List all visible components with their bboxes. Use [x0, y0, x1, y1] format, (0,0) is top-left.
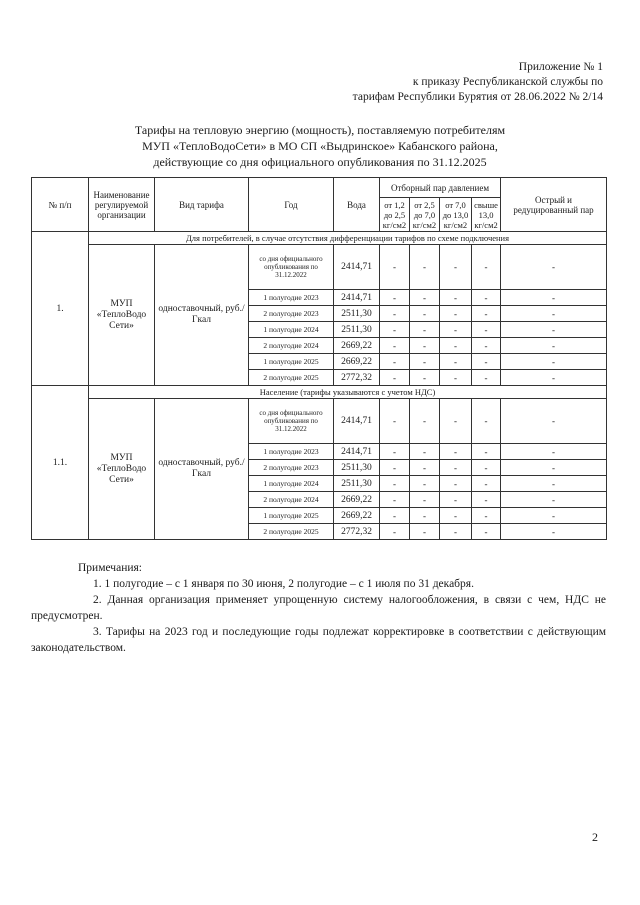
sharp-value: - [501, 492, 607, 508]
p3-value: - [440, 508, 472, 524]
period-cell: 2 полугодие 2025 [249, 370, 334, 386]
appendix-line-2: к приказу Республиканской службы по [412, 76, 603, 88]
water-value: 2511,30 [334, 306, 380, 322]
sharp-value: - [501, 322, 607, 338]
tariff-type: одноставочный, руб./Гкал [155, 245, 249, 386]
water-value: 2772,32 [334, 524, 380, 540]
sharp-value: - [501, 306, 607, 322]
period-cell: 2 полугодие 2023 [249, 306, 334, 322]
p4-value: - [472, 370, 501, 386]
p1-value: - [380, 460, 410, 476]
header-year: Год [249, 178, 334, 232]
table-row [32, 245, 607, 290]
notes-heading: Примечания: [78, 562, 142, 574]
table-row [32, 399, 607, 444]
sharp-value: - [501, 524, 607, 540]
p1-value: - [380, 508, 410, 524]
p4-value: - [472, 492, 501, 508]
note-item: 2. Данная организация применяет упрощенную систему налогообложения, в связи с чем, НДС не предусмотрен. [31, 594, 606, 622]
period-cell: 1 полугодие 2023 [249, 444, 334, 460]
p2-value: - [410, 306, 440, 322]
period-cell: 2 полугодие 2024 [249, 338, 334, 354]
title-line-3: действующие со дня официального опубликования по 31.12.2025 [153, 155, 487, 169]
sharp-value: - [501, 245, 607, 290]
sharp-value: - [501, 354, 607, 370]
sharp-value: - [501, 338, 607, 354]
p4-value: - [472, 399, 501, 444]
p1-value: - [380, 290, 410, 306]
tariff-type: одноставочный, руб./Гкал [155, 399, 249, 540]
water-value: 2414,71 [334, 245, 380, 290]
p3-value: - [440, 460, 472, 476]
sharp-value: - [501, 370, 607, 386]
group-label: Для потребителей, в случае отсутствия дифференциации тарифов по схеме подключения [89, 232, 607, 245]
group-row [32, 232, 607, 245]
p3-value: - [440, 492, 472, 508]
sharp-value: - [501, 460, 607, 476]
row-index: 1. [32, 232, 89, 386]
p2-value: - [410, 460, 440, 476]
period-cell: 1 полугодие 2024 [249, 322, 334, 338]
sharp-value: - [501, 399, 607, 444]
p2-value: - [410, 370, 440, 386]
p1-value: - [380, 338, 410, 354]
p3-value: - [440, 306, 472, 322]
period-cell: со дня официального опубликования по 31.12.2022 [249, 245, 334, 290]
p3-value: - [440, 524, 472, 540]
water-value: 2414,71 [334, 399, 380, 444]
p3-value: - [440, 290, 472, 306]
p3-value: - [440, 370, 472, 386]
tariff-table [31, 177, 607, 540]
p1-value: - [380, 322, 410, 338]
water-value: 2414,71 [334, 290, 380, 306]
p4-value: - [472, 476, 501, 492]
period-cell: 1 полугодие 2025 [249, 508, 334, 524]
period-cell: 2 полугодие 2024 [249, 492, 334, 508]
p1-value: - [380, 492, 410, 508]
water-value: 2511,30 [334, 460, 380, 476]
period-cell: 1 полугодие 2024 [249, 476, 334, 492]
water-value: 2511,30 [334, 476, 380, 492]
p2-value: - [410, 245, 440, 290]
p4-value: - [472, 338, 501, 354]
p1-value: - [380, 354, 410, 370]
period-cell: 2 полугодие 2025 [249, 524, 334, 540]
p2-value: - [410, 444, 440, 460]
notes [31, 560, 606, 656]
p1-value: - [380, 306, 410, 322]
p4-value: - [472, 306, 501, 322]
header-num: № п/п [32, 178, 89, 232]
p4-value: - [472, 354, 501, 370]
header-org: Наименование регулируемой организации [89, 178, 155, 232]
org-name: МУП «ТеплоВодо Сети» [89, 245, 155, 386]
org-name: МУП «ТеплоВодо Сети» [89, 399, 155, 540]
title-line-1: Тарифы на тепловую энергию (мощность), поставляемую потребителям [134, 123, 506, 137]
p2-value: - [410, 322, 440, 338]
appendix-header [353, 60, 603, 105]
p1-value: - [380, 245, 410, 290]
p3-value: - [440, 476, 472, 492]
p2-value: - [410, 508, 440, 524]
p4-value: - [472, 290, 501, 306]
appendix-line-3: тарифам Республики Бурятия от 28.06.2022 № 2/14 [352, 91, 603, 103]
water-value: 2669,22 [334, 508, 380, 524]
p2-value: - [410, 338, 440, 354]
p3-value: - [440, 338, 472, 354]
period-cell: 1 полугодие 2025 [249, 354, 334, 370]
p4-value: - [472, 245, 501, 290]
p3-value: - [440, 444, 472, 460]
p4-value: - [472, 524, 501, 540]
note-item: 3. Тарифы на 2023 год и последующие годы подлежат корректировке в соответствии с действующим законодательством. [31, 626, 606, 654]
p3-value: - [440, 245, 472, 290]
p4-value: - [472, 444, 501, 460]
sharp-value: - [501, 508, 607, 524]
p4-value: - [472, 322, 501, 338]
document-title [0, 122, 640, 170]
tariff-table-body [32, 232, 607, 540]
p2-value: - [410, 290, 440, 306]
appendix-line-1: Приложение № 1 [518, 61, 603, 73]
p2-value: - [410, 492, 440, 508]
sharp-value: - [501, 290, 607, 306]
period-cell: 2 полугодие 2023 [249, 460, 334, 476]
p3-value: - [440, 399, 472, 444]
p4-value: - [472, 508, 501, 524]
water-value: 2511,30 [334, 322, 380, 338]
water-value: 2669,22 [334, 338, 380, 354]
group-label: Население (тарифы указываются с учетом НДС) [89, 386, 607, 399]
p1-value: - [380, 399, 410, 444]
period-cell: со дня официального опубликования по 31.12.2022 [249, 399, 334, 444]
sharp-value: - [501, 476, 607, 492]
p3-value: - [440, 322, 472, 338]
header-type: Вид тарифа [155, 178, 249, 232]
p2-value: - [410, 524, 440, 540]
p1-value: - [380, 370, 410, 386]
header-p2: от 2,5 до 7,0 кг/см2 [410, 198, 440, 232]
header-sharp: Острый и редуцированный пар [501, 178, 607, 232]
header-p4: свыше 13,0 кг/см2 [472, 198, 501, 232]
p2-value: - [410, 354, 440, 370]
p2-value: - [410, 399, 440, 444]
p1-value: - [380, 444, 410, 460]
p3-value: - [440, 354, 472, 370]
water-value: 2772,32 [334, 370, 380, 386]
p2-value: - [410, 476, 440, 492]
water-value: 2669,22 [334, 492, 380, 508]
header-p3: от 7,0 до 13,0 кг/см2 [440, 198, 472, 232]
header-water: Вода [334, 178, 380, 232]
row-index: 1.1. [32, 386, 89, 540]
group-row [32, 386, 607, 399]
title-line-2: МУП «ТеплоВодоСети» в МО СП «Выдринское» Кабанского района, [142, 139, 498, 153]
period-cell: 1 полугодие 2023 [249, 290, 334, 306]
note-item: 1. 1 полугодие – с 1 января по 30 июня, 2 полугодие – с 1 июля по 31 декабря. [93, 578, 474, 590]
p1-value: - [380, 476, 410, 492]
sharp-value: - [501, 444, 607, 460]
water-value: 2669,22 [334, 354, 380, 370]
header-p1: от 1,2 до 2,5 кг/см2 [380, 198, 410, 232]
p4-value: - [472, 460, 501, 476]
water-value: 2414,71 [334, 444, 380, 460]
header-steam: Отборный пар давлением [380, 178, 501, 198]
page-number: 2 [592, 830, 598, 844]
p1-value: - [380, 524, 410, 540]
